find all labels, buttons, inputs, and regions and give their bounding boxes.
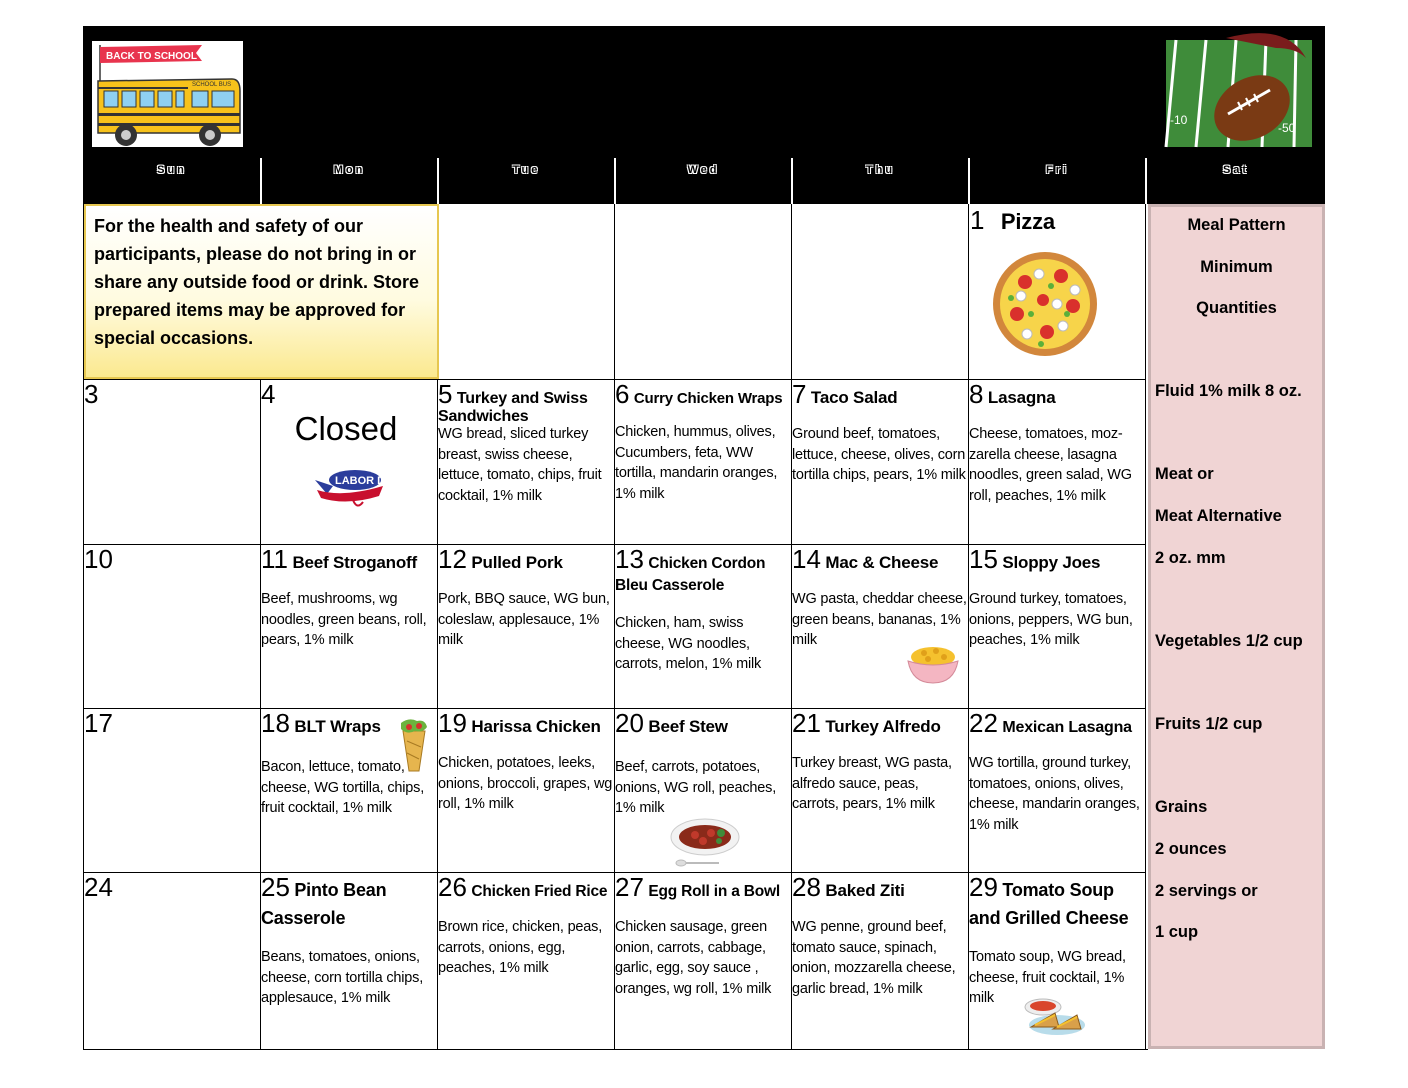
day-number: 6 bbox=[615, 379, 630, 409]
bus-sign-text: BACK TO SCHOOL bbox=[106, 51, 197, 62]
day-number: 12 bbox=[438, 544, 467, 574]
meal-title: Beef Stew bbox=[648, 717, 728, 736]
sidebar-grains-2: 2 servings or bbox=[1155, 882, 1258, 900]
meal-title: Tomato Soup and Grilled Cheese bbox=[969, 880, 1129, 928]
day-number: 21 bbox=[792, 708, 821, 738]
meal-menu: Tomato soup, WG bread, cheese, fruit cocktail, 1% milk bbox=[969, 949, 1126, 1006]
bus-label-text: SCHOOL BUS bbox=[192, 82, 232, 88]
day-number: 27 bbox=[615, 872, 644, 902]
day-wed: Wed bbox=[687, 164, 720, 176]
svg-text:-10: -10 bbox=[1170, 113, 1188, 127]
day-number: 7 bbox=[792, 379, 807, 409]
meal-menu: Beef, mushrooms, wg noodles, green beans, roll, pears, 1% milk bbox=[261, 591, 427, 648]
day-cell-14 bbox=[792, 544, 969, 708]
day-number: 22 bbox=[969, 708, 998, 738]
day-cell-15 bbox=[969, 544, 1146, 708]
meal-title: Sloppy Joes bbox=[1002, 553, 1101, 572]
meal-menu: Ground turkey, tomatoes, onions, peppers, WG bun, peaches, 1% milk bbox=[969, 591, 1133, 648]
meal-menu: Beef, carrots, potatoes, onions, WG roll, peaches, 1% milk bbox=[615, 759, 777, 816]
header-banner bbox=[83, 26, 1325, 156]
day-number: 19 bbox=[438, 708, 467, 738]
day-number: 29 bbox=[969, 872, 998, 902]
meal-title: Turkey Alfredo bbox=[825, 717, 941, 736]
sidebar-heading-3: Quantities bbox=[1196, 299, 1277, 317]
meal-title: Pizza bbox=[1000, 209, 1055, 234]
meal-menu: Chicken, ham, swiss cheese, WG noodles, carrots, melon, 1% milk bbox=[615, 615, 762, 672]
day-cell-6 bbox=[615, 379, 792, 544]
meal-menu: Cheese, tomatoes, moz-zarella cheese, lasagna noodles, green salad, WG roll, peaches, 1% milk bbox=[969, 426, 1132, 504]
sidebar-fruits: Fruits 1/2 cup bbox=[1155, 715, 1263, 733]
day-number: 1 bbox=[970, 205, 985, 235]
day-number: 26 bbox=[438, 872, 467, 902]
day-cell-empty bbox=[615, 204, 792, 379]
meal-title: Mexican Lasagna bbox=[1002, 719, 1132, 736]
meal-title: Turkey and Swiss Sandwiches bbox=[438, 390, 588, 425]
closed-label: Closed bbox=[294, 410, 398, 447]
day-cell-28 bbox=[792, 872, 969, 1049]
day-cell-29 bbox=[969, 872, 1146, 1049]
day-cell-10 bbox=[84, 544, 261, 708]
meal-menu: WG penne, ground beef, tomato sauce, spinach, onion, mozzarella cheese, garlic bread, 1% milk bbox=[792, 919, 956, 997]
svg-text:-50: -50 bbox=[1278, 121, 1296, 135]
day-number: 11 bbox=[261, 544, 288, 574]
meal-title: Mac & Cheese bbox=[825, 553, 939, 572]
day-number: 24 bbox=[84, 872, 113, 902]
sidebar-meat-1: Meat or bbox=[1155, 465, 1214, 483]
day-sun: Sun bbox=[157, 164, 187, 176]
day-cell-13 bbox=[615, 544, 792, 708]
day-mon: Mon bbox=[333, 164, 366, 176]
day-number: 28 bbox=[792, 872, 821, 902]
meal-pattern-sidebar bbox=[1148, 204, 1325, 1049]
day-cell-12 bbox=[438, 544, 615, 708]
day-number: 4 bbox=[261, 379, 276, 409]
sidebar-meat-2: Meat Alternative bbox=[1155, 507, 1282, 525]
day-cell-22 bbox=[969, 708, 1146, 872]
sidebar-heading-1: Meal Pattern bbox=[1187, 216, 1286, 234]
day-number: 17 bbox=[84, 708, 113, 738]
sidebar-grains-1: 2 ounces bbox=[1155, 840, 1227, 858]
school-bus-logo bbox=[92, 41, 243, 147]
pizza-icon bbox=[991, 250, 1099, 358]
day-cell-20 bbox=[615, 708, 792, 872]
sidebar-milk: Fluid 1% milk 8 oz. bbox=[1155, 382, 1302, 400]
day-fri: Fri bbox=[1045, 164, 1070, 176]
day-number: 20 bbox=[615, 708, 644, 738]
day-cell-5 bbox=[438, 379, 615, 544]
day-cell-19 bbox=[438, 708, 615, 872]
day-number: 25 bbox=[261, 872, 290, 902]
day-cell-27 bbox=[615, 872, 792, 1049]
meal-title: Pulled Pork bbox=[471, 553, 563, 572]
mac-and-cheese-icon bbox=[906, 643, 960, 685]
sidebar-grains: Grains bbox=[1155, 798, 1208, 816]
day-cell-empty bbox=[438, 204, 615, 379]
day-cell-26 bbox=[438, 872, 615, 1049]
labor-day-text: LABOR DAY bbox=[335, 475, 400, 487]
meal-title: Egg Roll in a Bowl bbox=[648, 883, 780, 900]
wrap-icon bbox=[397, 717, 431, 773]
beef-stew-icon bbox=[669, 817, 741, 869]
football-logo bbox=[1166, 28, 1312, 147]
day-number: 10 bbox=[84, 544, 113, 574]
day-cell-17 bbox=[84, 708, 261, 872]
meal-menu: Turkey breast, WG pasta, alfredo sauce, peas, carrots, pears, 1% milk bbox=[792, 755, 952, 812]
meal-menu: Chicken, potatoes, leeks, onions, broccoli, grapes, wg roll, 1% milk bbox=[438, 755, 613, 812]
day-cell-3 bbox=[84, 379, 261, 544]
day-sat: Sat bbox=[1222, 164, 1250, 176]
menu-calendar bbox=[83, 26, 1325, 1049]
sidebar-heading-2: Minimum bbox=[1200, 258, 1273, 276]
meal-menu: Beans, tomatoes, onions, cheese, corn tortilla chips, applesauce, 1% milk bbox=[261, 949, 424, 1006]
meal-title: Baked Ziti bbox=[825, 881, 905, 900]
day-number: 8 bbox=[969, 379, 984, 409]
meal-title: Chicken Fried Rice bbox=[471, 883, 608, 900]
day-cell-11 bbox=[261, 544, 438, 708]
day-number: 13 bbox=[615, 544, 644, 574]
weekday-header bbox=[83, 156, 1325, 204]
day-cell-18 bbox=[261, 708, 438, 872]
day-number: 3 bbox=[84, 379, 99, 409]
day-cell-1 bbox=[969, 204, 1146, 379]
day-number: 14 bbox=[792, 544, 821, 574]
meal-title: Beef Stroganoff bbox=[292, 553, 417, 572]
day-number: 15 bbox=[969, 544, 998, 574]
labor-day-icon bbox=[313, 466, 400, 512]
meal-title: Pinto Bean Casserole bbox=[261, 880, 387, 928]
day-number: 5 bbox=[438, 379, 453, 409]
day-number: 18 bbox=[261, 708, 290, 738]
meal-menu: Ground beef, tomatoes, lettuce, cheese, olives, corn tortilla chips, pears, 1% milk bbox=[792, 426, 966, 483]
meal-menu: Pork, BBQ sauce, WG bun, coleslaw, applesauce, 1% milk bbox=[438, 591, 610, 648]
meal-title: BLT Wraps bbox=[294, 717, 381, 736]
day-cell-8 bbox=[969, 379, 1146, 544]
meal-title: Chicken Cordon Bleu Casserole bbox=[615, 555, 766, 594]
day-tue: Tue bbox=[512, 164, 541, 176]
meal-menu: Chicken sausage, green onion, carrots, cabbage, garlic, egg, soy sauce , oranges, wg roll, 1% milk bbox=[615, 919, 772, 997]
food-safety-notice: For the health and safety of our participants, please do not bring in or share any outside food or drink. Store prepared items may be approved for special occasions. bbox=[84, 204, 439, 379]
day-cell-24 bbox=[84, 872, 261, 1049]
meal-menu: Bacon, lettuce, tomato, cheese, WG tortilla, chips, fruit cocktail, 1% milk bbox=[261, 759, 425, 816]
meal-menu: Chicken, hummus, olives, Cucumbers, feta, WW tortilla, mandarin oranges, 1% milk bbox=[615, 424, 778, 502]
sidebar-meat-3: 2 oz. mm bbox=[1155, 549, 1226, 567]
meal-menu: WG bread, sliced turkey breast, swiss cheese, lettuce, tomato, chips, fruit cocktail, 1% milk bbox=[438, 426, 602, 504]
sidebar-grains-3: 1 cup bbox=[1155, 923, 1199, 941]
soup-and-sandwich-icon bbox=[1021, 993, 1087, 1037]
meal-title: Lasagna bbox=[987, 388, 1056, 407]
day-cell-4 bbox=[261, 379, 438, 544]
day-cell-25 bbox=[261, 872, 438, 1049]
day-thu: Thu bbox=[865, 164, 896, 176]
day-cell-empty bbox=[792, 204, 969, 379]
meal-menu: WG tortilla, ground turkey, tomatoes, onions, olives, cheese, mandarin oranges, 1% milk bbox=[969, 755, 1140, 833]
sidebar-vegetables: Vegetables 1/2 cup bbox=[1155, 632, 1303, 650]
day-cell-7 bbox=[792, 379, 969, 544]
meal-title: Taco Salad bbox=[810, 388, 898, 407]
meal-menu: Brown rice, chicken, peas, carrots, onions, egg, peaches, 1% milk bbox=[438, 919, 603, 976]
day-cell-21 bbox=[792, 708, 969, 872]
meal-title: Curry Chicken Wraps bbox=[633, 390, 783, 407]
meal-title: Harissa Chicken bbox=[471, 717, 601, 736]
meal-menu: WG pasta, cheddar cheese, green beans, bananas, 1% milk bbox=[792, 591, 967, 648]
